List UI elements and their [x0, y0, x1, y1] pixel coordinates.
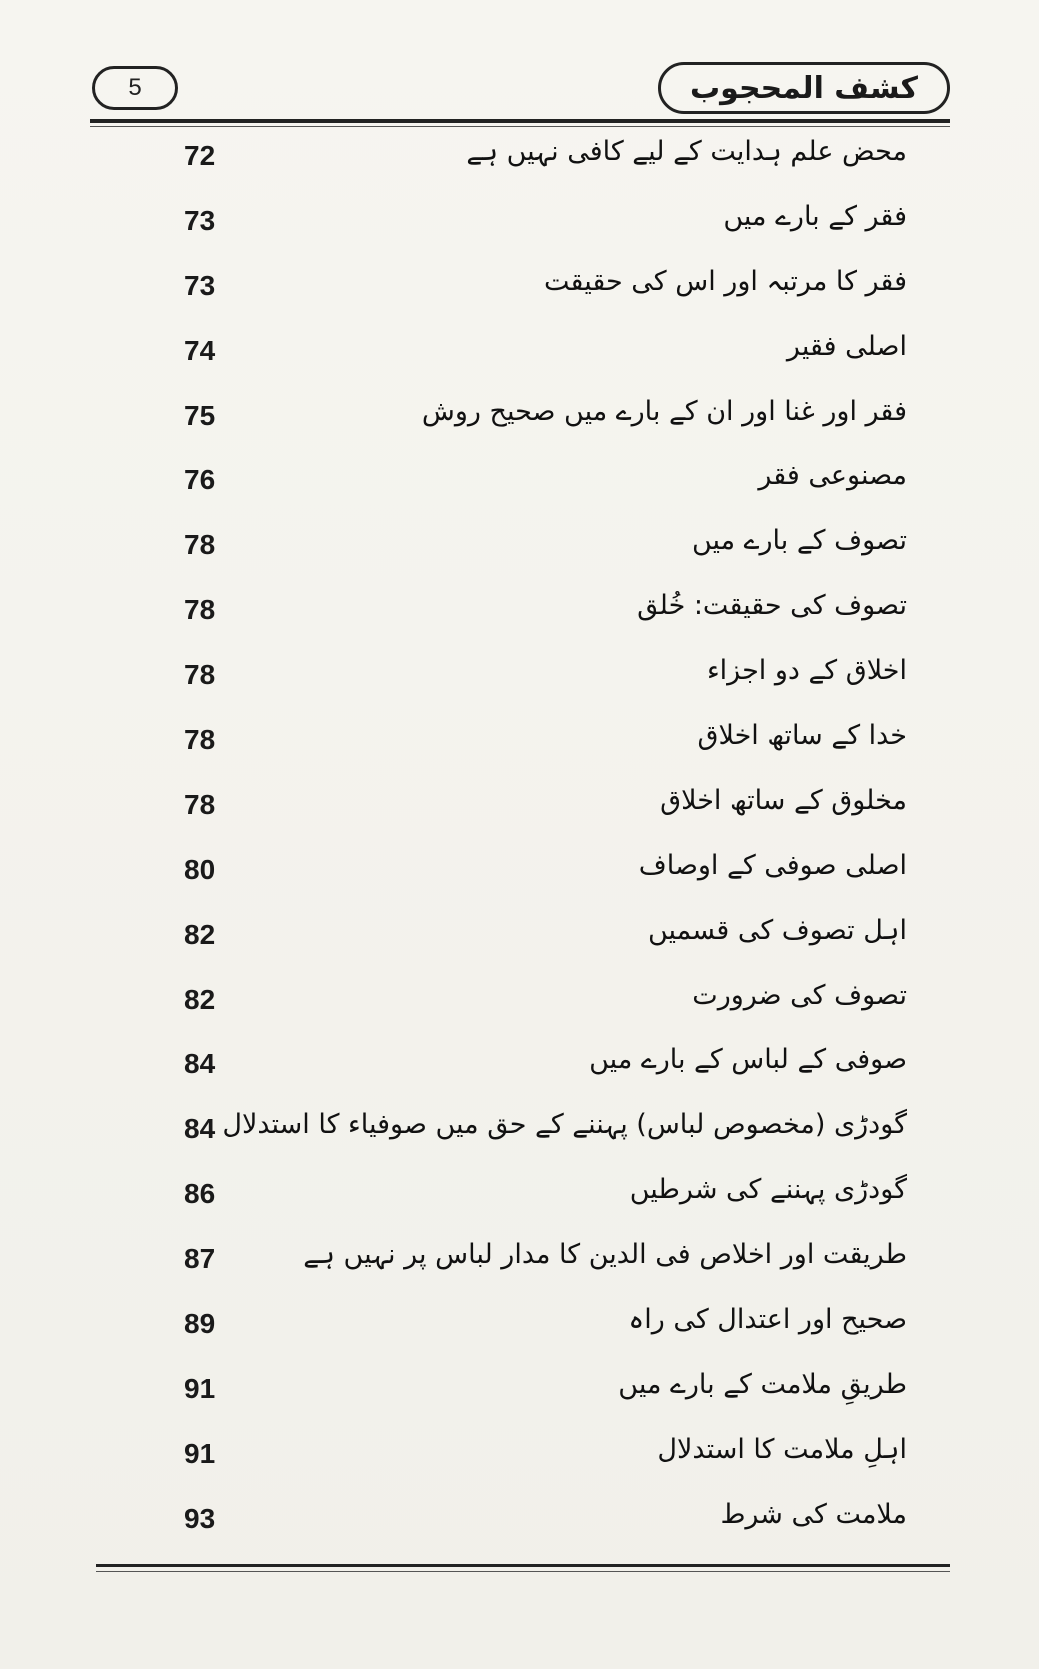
- toc-entry-page: 78: [184, 529, 216, 561]
- toc-entry-page: 73: [184, 204, 216, 236]
- toc-entry-page: 72: [184, 140, 216, 171]
- toc-entry-title: مخلوق کے ساتھ اخلاق: [660, 784, 907, 816]
- toc-entry-title: اصلی فقیر: [786, 330, 907, 362]
- toc-entry-title: گودڑی (مخصوص لباس) پہننے کے حق میں صوفیاء کا استدلال: [222, 1109, 907, 1141]
- toc-entry-page: 75: [184, 399, 216, 431]
- toc-entry-title: ملامت کی شرط: [720, 1498, 907, 1530]
- book-title-badge: [658, 62, 950, 114]
- page-number: 5: [128, 74, 142, 101]
- toc-entry-title: صوفی کے لباس کے بارے میں: [589, 1044, 907, 1076]
- toc-entry-title: تصوف کی حقیقت: خُلق: [637, 590, 907, 622]
- toc-entry: [0, 390, 1039, 455]
- toc-entry: [0, 1168, 1039, 1233]
- toc-entry-title: تصوف کی ضرورت: [692, 979, 907, 1011]
- page-number-badge: [92, 66, 178, 110]
- toc-entry-title: محض علم ہدایت کے لیے کافی نہیں ہے: [466, 136, 907, 167]
- toc-entry-page: 84: [184, 1048, 216, 1080]
- toc-entry: [0, 325, 1039, 390]
- toc-entry: [0, 909, 1039, 974]
- toc-entry-page: 91: [184, 1372, 216, 1404]
- header-divider-thin: [90, 126, 950, 127]
- toc-entry: [0, 649, 1039, 714]
- header-divider: [90, 119, 950, 123]
- toc-entry-page: 73: [184, 269, 216, 301]
- toc-entry: [0, 714, 1039, 779]
- toc-entry-title: فقر کے بارے میں: [723, 200, 907, 232]
- toc-entry-page: 82: [184, 918, 216, 950]
- footer-divider: [96, 1564, 950, 1567]
- toc-entry-page: 78: [184, 724, 216, 756]
- toc-entry: [0, 260, 1039, 325]
- toc-entry: [0, 1298, 1039, 1363]
- toc-entry: [0, 195, 1039, 260]
- toc-entry-title: فقر کا مرتبہ اور اس کی حقیقت: [544, 265, 907, 297]
- toc-entry-title: فقر اور غنا اور ان کے بارے میں صحیح روش: [421, 395, 907, 427]
- toc-entry: [0, 1493, 1039, 1558]
- toc-entry-page: 76: [184, 464, 216, 496]
- toc-entry: [0, 1038, 1039, 1103]
- toc-entry-page: 78: [184, 594, 216, 626]
- toc-entry-page: 78: [184, 659, 216, 691]
- toc-entry-title: طریقت اور اخلاص فی الدین کا مدار لباس پر نہیں ہے: [303, 1239, 907, 1271]
- toc-entry-title: گودڑی پہننے کی شرطیں: [629, 1174, 907, 1206]
- toc-entry-page: 84: [184, 1113, 216, 1145]
- toc-entry: [0, 1363, 1039, 1428]
- toc-entry: [0, 779, 1039, 844]
- toc-entry: [0, 844, 1039, 909]
- toc-entry-page: 78: [184, 788, 216, 820]
- toc-entry-page: 89: [184, 1308, 216, 1340]
- page-header: [92, 58, 950, 120]
- toc-entry: [0, 1233, 1039, 1298]
- toc-entry: [0, 130, 1039, 195]
- toc-entry: [0, 1428, 1039, 1493]
- table-of-contents: [0, 130, 1039, 1558]
- toc-entry-page: 93: [184, 1502, 216, 1534]
- toc-entry-title: اخلاق کے دو اجزاء: [706, 655, 907, 687]
- toc-entry: [0, 974, 1039, 1039]
- toc-entry-title: اہلِ ملامت کا استدلال: [657, 1433, 907, 1465]
- toc-entry-title: اصلی صوفی کے اوصاف: [638, 849, 907, 881]
- toc-entry-page: 86: [184, 1178, 216, 1210]
- toc-entry: [0, 1103, 1039, 1168]
- toc-entry-title: تصوف کے بارے میں: [691, 525, 907, 557]
- toc-entry-page: 82: [184, 983, 216, 1015]
- toc-entry-title: طریقِ ملامت کے بارے میں: [618, 1368, 907, 1400]
- toc-entry-title: خدا کے ساتھ اخلاق: [697, 720, 907, 752]
- toc-entry: [0, 519, 1039, 584]
- toc-entry-title: مصنوعی فقر: [758, 460, 907, 492]
- toc-entry-page: 74: [184, 334, 216, 366]
- toc-entry-page: 80: [184, 853, 216, 885]
- toc-entry: [0, 454, 1039, 519]
- toc-entry-page: 91: [184, 1437, 216, 1469]
- toc-entry: [0, 584, 1039, 649]
- toc-entry-title: اہل تصوف کی قسمیں: [647, 914, 907, 946]
- toc-entry-title: صحیح اور اعتدال کی راہ: [628, 1304, 907, 1336]
- toc-entry-page: 87: [184, 1243, 216, 1275]
- footer-divider-thin: [96, 1571, 950, 1572]
- book-title: کشف المحجوب: [690, 70, 919, 106]
